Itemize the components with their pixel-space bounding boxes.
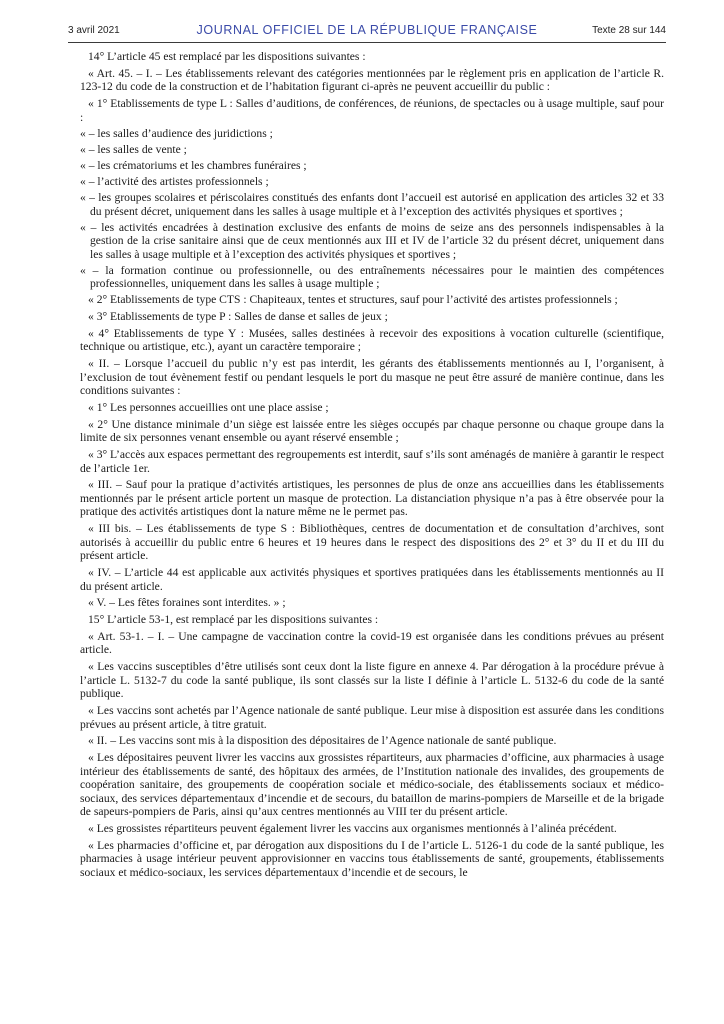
paragraph: « IV. – L’article 44 est applicable aux activités physiques et sportives pratiquées dans les établissements mentionnés au II du présent article. — [80, 566, 664, 593]
paragraph: « 1° Etablissements de type L : Salles d’auditions, de conférences, de réunions, de spectacles ou à usage multiple, sauf pour : — [80, 97, 664, 124]
paragraph: 15° L’article 53-1, est remplacé par les dispositions suivantes : — [88, 613, 379, 627]
paragraph: « Art. 53-1. – I. – Une campagne de vaccination contre la covid-19 est organisée dans les conditions prévues au présent article. — [80, 629, 664, 657]
paragraph: « Les pharmacies d’officine et, par dérogation aux dispositions du I de l’article L. 5126-1 du code de la santé publique, les pharmacies à usage intérieur peuvent approvisionner en vaccins tous établissements de santé, groupements, établissements sociaux et médico-sociaux, les services départementaux d’incendie et de secours, le — [80, 838, 664, 879]
paragraph: « 2° Etablissements de type CTS : Chapiteaux, tentes et structures, sauf pour l’activité des artistes professionnels ; — [88, 293, 618, 307]
publication-date: 3 avril 2021 — [68, 25, 120, 36]
paragraph: « 2° Une distance minimale d’un siège est laissée entre les sièges occupés par chaque personne ou chaque groupe dans la limite de six personnes venant ensemble ou ayant réservé ensemble ; — [80, 417, 664, 445]
paragraph: « 4° Etablissements de type Y : Musées, salles destinées à recevoir des expositions à vocation culturelle (scientifique, technique ou artistique, etc.), ayant un caractère temporaire ; — [80, 326, 664, 354]
paragraph: « II. – Les vaccins sont mis à la disposition des dépositaires de l’Agence nationale de santé publique. — [88, 734, 557, 748]
paragraph: « Art. 45. – I. – Les établissements relevant des catégories mentionnées par le règlement pris en application de l’article R. 123-12 du code de la construction et de l’habitation figurant ci-après ne peuvent accueillir du public : — [80, 66, 664, 94]
paragraph: 14° L’article 45 est remplacé par les dispositions suivantes : — [88, 50, 366, 63]
list-item: « – les crématoriums et les chambres funéraires ; — [80, 159, 307, 173]
paragraph: « III. – Sauf pour la pratique d’activités artistiques, les personnes de plus de onze ans accueillies dans les établissements mentionnés par le présent article portent un masque de protection. La distanciation physique n’a pas à être observée pour la pratique des activités artistiques dont la nature même ne le permet pas. — [80, 478, 664, 519]
journal-title: JOURNAL OFFICIEL DE LA RÉPUBLIQUE FRANÇAISE — [196, 23, 538, 37]
paragraph: « 3° Etablissements de type P : Salles de danse et salles de jeux ; — [88, 310, 388, 324]
paragraph: « V. – Les fêtes foraines sont interdites. » ; — [88, 596, 286, 610]
paragraph: « Les dépositaires peuvent livrer les vaccins aux grossistes répartiteurs, aux pharmacies d’officine, aux pharmacies à usage intérieur des établissements de santé, des hôpitaux des armées, de l’Institution nationale des invalides, des groupements de coopération sanitaire, des groupements de coopération sociale et médico-sociale, des établissements sociaux et médico-sociaux, des services départementaux d’incendie et de secours, du bataillon de marins-pompiers de Marseille et de la brigade de sapeurs-pompiers de Paris, ainsi qu’aux centres mentionnés au VIII ter du présent article. — [80, 751, 664, 819]
document-body — [80, 50, 664, 883]
paragraph: « Les vaccins susceptibles d’être utilisés sont ceux dont la liste figure en annexe 4. Par dérogation à la procédure prévue à l’article L. 5132-7 du code la santé publique, ils sont classés sur la liste I définie à l’article L. 5132-6 du code de la santé publique. — [80, 660, 664, 701]
list-item: « – la formation continue ou professionnelle, ou des entraînements nécessaires pour le maintien des compétences professionnelles, uniquement dans les salles à usage multiple ; — [80, 263, 664, 291]
paragraph: « III bis. – Les établissements de type S : Bibliothèques, centres de documentation et de consultation d’archives, sont autorisés à accueillir du public entre 6 heures et 19 heures dans le respect des dispositions des 2° et 3° du II et du III du présent article. — [80, 522, 664, 563]
list-item: « – les salles de vente ; — [80, 143, 187, 157]
paragraph: « 1° Les personnes accueillies ont une place assise ; — [88, 401, 329, 415]
list-item: « – l’activité des artistes professionnels ; — [80, 175, 269, 189]
paragraph: « II. – Lorsque l’accueil du public n’y est pas interdit, les gérants des établissements mentionnés au I, l’organisent, à l’exclusion de tout évènement festif ou pendant lesquels le port du masque ne peut être assuré de manière continue, dans les conditions suivantes : — [80, 357, 664, 398]
paragraph: « 3° L’accès aux espaces permettant des regroupements est interdit, sauf s’ils sont aménagés de manière à garantir le respect de l’article 1er. — [80, 448, 664, 475]
paragraph: « Les vaccins sont achetés par l’Agence nationale de santé publique. Leur mise à disposition est assurée dans les conditions prévues au présent article, à titre gratuit. — [80, 704, 664, 731]
list-item: « – les groupes scolaires et périscolaires constitués des enfants dont l’accueil est autorisé en application des articles 32 et 33 du présent décret, uniquement dans les salles à usage multiple et à l’exception des activités physiques et sportives ; — [80, 191, 664, 218]
list-item: « – les salles d’audience des juridictions ; — [80, 127, 273, 141]
page-indicator: Texte 28 sur 144 — [592, 25, 666, 36]
paragraph: « Les grossistes répartiteurs peuvent également livrer les vaccins aux organismes mentionnés à l’alinéa précédent. — [88, 821, 617, 835]
journal-header — [68, 22, 666, 43]
list-item: « – les activités encadrées à destination exclusive des enfants de moins de seize ans des personnels indispensables à la gestion de la crise sanitaire ainsi que de ceux mentionnés aux III et IV de l’article 32 du présent décret, uniquement dans les salles à usage multiple et à l’exception des activités physiques et sportives ; — [80, 220, 664, 261]
